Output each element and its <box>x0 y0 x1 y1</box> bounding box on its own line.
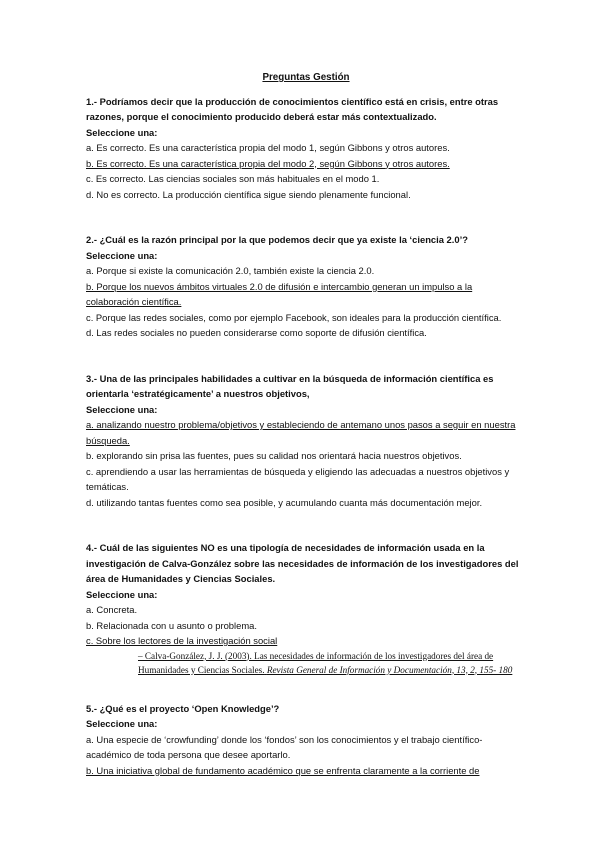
option-a: a. Una especie de ‘crowfunding’ donde los ‘fondos’ son los conocimientos y el trabajo científico-académico de toda persona que desee aportarlo. <box>86 733 483 760</box>
option-d: d. utilizando tantas fuentes como sea posible, y acumulando cuanta más documentación mejor. <box>86 496 483 508</box>
document-page <box>86 70 526 778</box>
select-label: Seleccione una: <box>86 126 158 138</box>
option-a: a. Porque si existe la comunicación 2.0, también existe la ciencia 2.0. <box>86 265 375 276</box>
select-label: Seleccione una: <box>86 588 158 600</box>
option-a: a. Es correcto. Es una característica propia del modo 1, según Gibbons y otros autores. <box>86 142 450 153</box>
option-c: c. Porque las redes sociales, como por ejemplo Facebook, son ideales para la producción científica. <box>86 311 502 323</box>
option-b-correct: b. Es correcto. Es una característica propia del modo 2, según Gibbons y otros autores. <box>86 157 450 169</box>
option-b: b. explorando sin prisa las fuentes, pues su calidad nos orientará hacia nuestros objetivos. <box>86 450 462 461</box>
option-c: c. Es correcto. Las ciencias sociales son más habituales en el modo 1. <box>86 173 380 184</box>
question-2 <box>86 232 526 341</box>
select-label: Seleccione una: <box>86 249 158 261</box>
reference-citation: – Calva-González, J. J. (2003). Las necesidades de información de los investigadores del área de Humanidades y Ciencias Sociales. Revista General de Información y Documentación, 13, 2, 155- 180 <box>138 650 513 675</box>
option-a-correct: a. analizando nuestro problema/objetivos y estableciendo de antemano unos pasos a seguir en nuestra búsqueda. <box>86 419 516 446</box>
question-4 <box>86 540 526 677</box>
question-text: 3.- Una de las principales habilidades a cultivar en la búsqueda de información científica es orientarla ‘estratégicamente’ a nuestros objetivos, <box>86 372 494 399</box>
question-text: 5.- ¿Qué es el proyecto ‘Open Knowledge’? <box>86 702 280 714</box>
option-c: c. aprendiendo a usar las herramientas de búsqueda y eligiendo las adecuadas a nuestros objetivos y temáticas. <box>86 465 510 492</box>
option-d: d. No es correcto. La producción científica sigue siendo plenamente funcional. <box>86 188 411 200</box>
question-text: 4.- Cuál de las siguientes NO es una tipología de necesidades de información usada en la investigación de Calva-González sobre las necesidades de información de los investigadores del área de Humanidades y Ciencias Sociales. <box>86 542 519 584</box>
option-b-correct: b. Una iniciativa global de fundamento académico que se enfrenta claramente a la corriente de <box>86 764 480 776</box>
question-1 <box>86 94 526 203</box>
reference-journal: Revista General de Información y Documentación, 13, 2, 155- 180 <box>266 664 513 675</box>
question-5 <box>86 701 526 779</box>
question-3 <box>86 371 526 511</box>
page-title: Preguntas Gestión <box>262 72 350 83</box>
option-c-correct: c. Sobre los lectores de la investigación social <box>86 635 278 646</box>
select-label: Seleccione una: <box>86 403 158 415</box>
option-b: b. Relacionada con u asunto o problema. <box>86 619 257 631</box>
question-text: 1.- Podríamos decir que la producción de conocimientos científico está en crisis, entre otras razones, porque el conocimiento producido deberá estar más contextualizado. <box>86 95 499 122</box>
select-label: Seleccione una: <box>86 718 158 729</box>
option-b-correct: b. Porque los nuevos ámbitos virtuales 2.0 de difusión e intercambio generan un impulso a la colaboración científica. <box>86 280 473 307</box>
option-a: a. Concreta. <box>86 604 138 615</box>
question-text: 2.- ¿Cuál es la razón principal por la que podemos decir que ya existe la ‘ciencia 2.0’? <box>86 234 468 245</box>
option-d: d. Las redes sociales no pueden considerarse como soporte de difusión científica. <box>86 327 427 338</box>
